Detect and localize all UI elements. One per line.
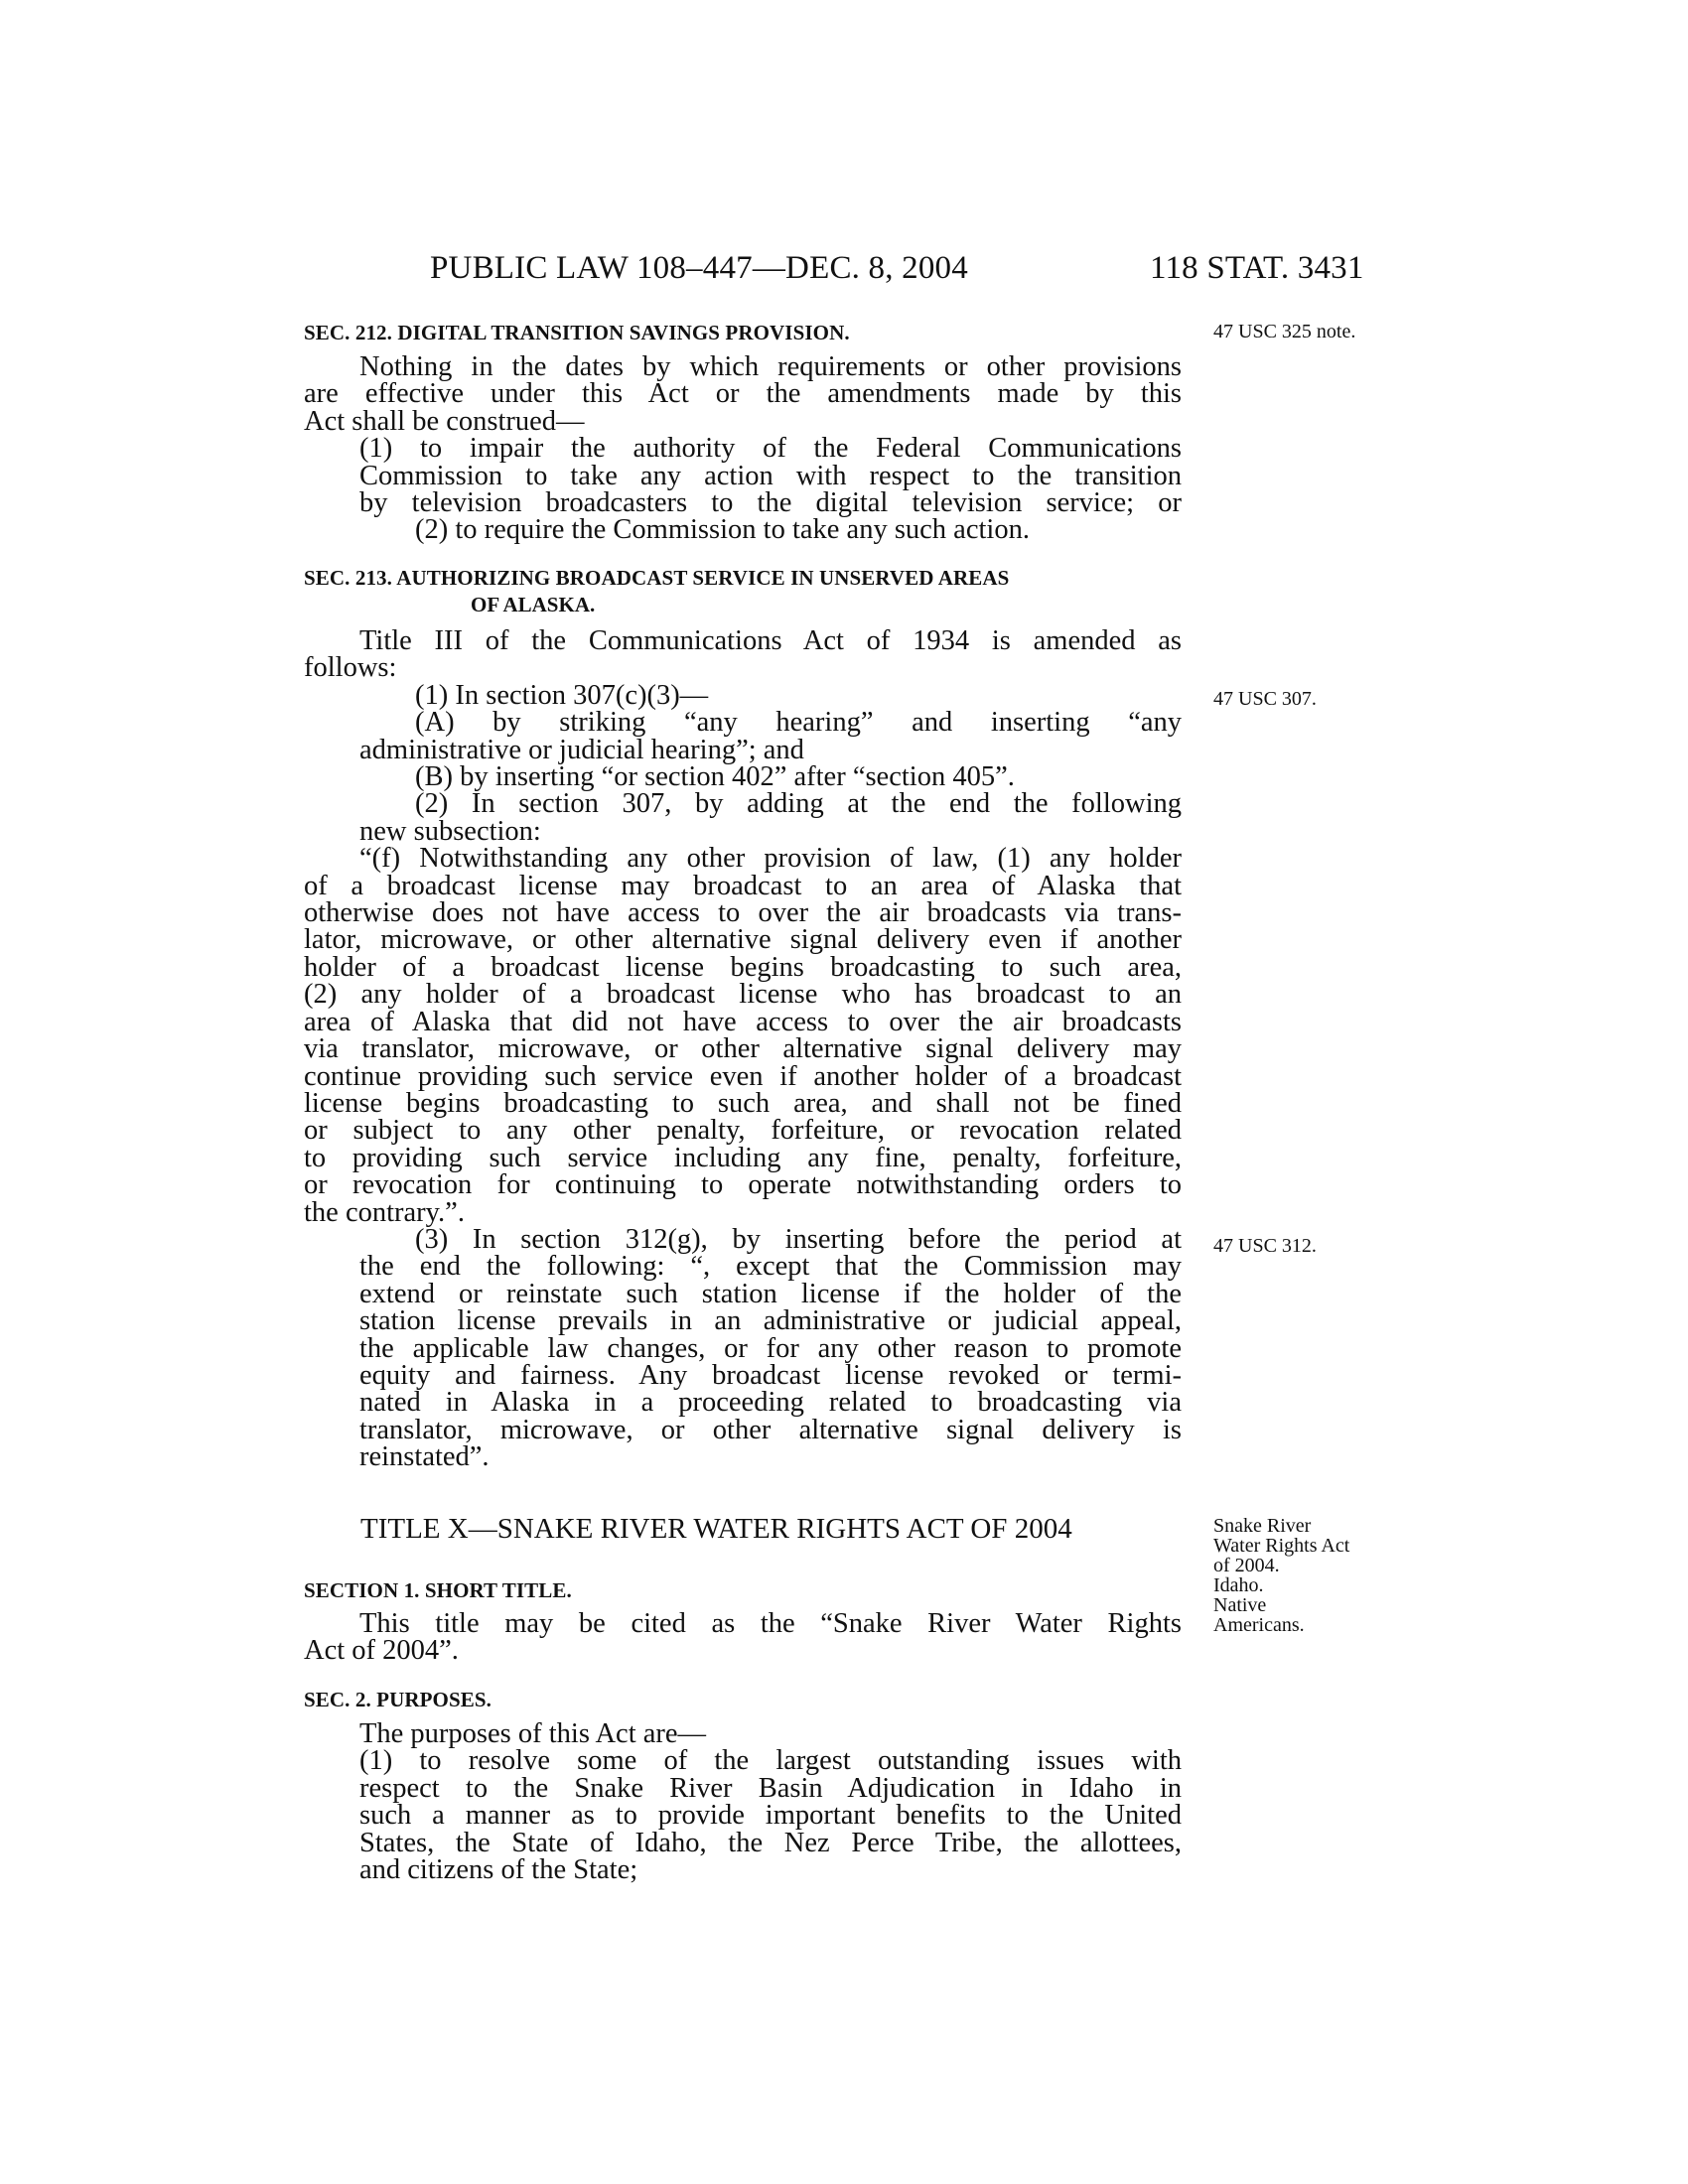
margin-note-line: Native <box>1213 1594 1267 1616</box>
text-line: lator, microwave, or other alternative signal delivery even if another <box>304 924 1182 956</box>
title-x-margin-notes <box>1213 1516 1349 1635</box>
text-line: to providing such service including any fine, penalty, forfeiture, <box>304 1142 1182 1173</box>
margin-note-line: Idaho. <box>1213 1574 1264 1596</box>
text-line: such a manner as to provide important benefits to the United <box>359 1800 1182 1832</box>
text-line: extend or reinstate such station license if the holder of the <box>359 1278 1182 1309</box>
text-line: of a broadcast license may broadcast to an area of Alaska that <box>304 870 1182 901</box>
margin-note-line: Americans. <box>1213 1614 1305 1636</box>
text-line: Commission to take any action with respect to the transition <box>359 460 1182 491</box>
margin-note-line: of 2004. <box>1213 1555 1280 1576</box>
sec-212-heading: SEC. 212. DIGITAL TRANSITION SAVINGS PROVISION. <box>304 321 850 344</box>
running-header-left: PUBLIC LAW 108–447—DEC. 8, 2004 <box>430 250 968 286</box>
text-line: (A) by striking “any hearing” and inserting “any <box>415 707 1182 739</box>
text-line: (1) In section 307(c)(3)— <box>415 679 709 711</box>
text-line: holder of a broadcast license begins broadcasting to such area, <box>304 951 1182 983</box>
sec-213-margin-note-312: 47 USC 312. <box>1213 1235 1317 1257</box>
section-1-body <box>304 1610 1182 1665</box>
text-line: are effective under this Act or the amendments made by this <box>304 378 1182 410</box>
text-line: follows: <box>304 652 397 684</box>
text-line: States, the State of Idaho, the Nez Perce Tribe, the allottees, <box>359 1827 1182 1858</box>
text-line: or revocation for continuing to operate notwithstanding orders to <box>304 1169 1182 1201</box>
text-line: the contrary.”. <box>304 1196 465 1228</box>
running-header-right: 118 STAT. 3431 <box>1150 250 1364 286</box>
sec-2-body <box>304 1718 1182 1886</box>
text-line: otherwise does not have access to over the air broadcasts via trans- <box>304 897 1182 929</box>
text-line: Act of 2004”. <box>304 1635 459 1667</box>
sec-213-margin-note-307: 47 USC 307. <box>1213 688 1317 710</box>
margin-note-line: Snake River <box>1213 1515 1312 1537</box>
text-line: station license prevails in an administrative or judicial appeal, <box>359 1305 1182 1337</box>
text-line: This title may be cited as the “Snake River Water Rights <box>359 1608 1182 1639</box>
text-line: (2) any holder of a broadcast license who has broadcast to an <box>304 979 1182 1011</box>
text-line: continue providing such service even if another holder of a broadcast <box>304 1060 1182 1092</box>
sec-213-body <box>304 627 1182 1471</box>
margin-note-line: Water Rights Act <box>1213 1535 1350 1557</box>
text-line: equity and fairness. Any broadcast license revoked or termi- <box>359 1359 1182 1391</box>
text-line: The purposes of this Act are— <box>359 1718 707 1749</box>
text-line: reinstated”. <box>359 1441 490 1473</box>
text-line: (3) In section 312(g), by inserting before the period at <box>415 1223 1182 1255</box>
text-line: area of Alaska that did not have access to over the air broadcasts <box>304 1006 1182 1037</box>
text-line: respect to the Snake River Basin Adjudication in Idaho in <box>359 1772 1182 1804</box>
text-line: via translator, microwave, or other alternative signal delivery may <box>304 1033 1182 1065</box>
sec-2-heading: SEC. 2. PURPOSES. <box>304 1688 492 1711</box>
text-line: Nothing in the dates by which requirements or other provisions <box>359 351 1182 382</box>
text-line: (2) to require the Commission to take any such action. <box>415 514 1030 546</box>
text-line: new subsection: <box>359 815 541 847</box>
section-1-heading: SECTION 1. SHORT TITLE. <box>304 1578 572 1602</box>
sec-213-heading-line2: OF ALASKA. <box>471 593 596 616</box>
text-line: or subject to any other penalty, forfeiture, or revocation related <box>304 1115 1182 1147</box>
title-x-heading: TITLE X—SNAKE RIVER WATER RIGHTS ACT OF 2004 <box>360 1513 1072 1545</box>
text-line: (2) In section 307, by adding at the end the following <box>415 788 1182 820</box>
text-line: nated in Alaska in a proceeding related to broadcasting via <box>359 1387 1182 1419</box>
text-line: the end the following: “, except that the Commission may <box>359 1251 1182 1283</box>
sec-212-body <box>304 353 1182 544</box>
text-line: (1) to impair the authority of the Federal Communications <box>359 433 1182 465</box>
text-line: administrative or judicial hearing”; and <box>359 734 804 765</box>
text-line: (1) to resolve some of the largest outstanding issues with <box>359 1745 1182 1777</box>
text-line: and citizens of the State; <box>359 1854 638 1886</box>
text-line: “(f) Notwithstanding any other provision of law, (1) any holder <box>359 843 1182 875</box>
text-line: translator, microwave, or other alternative signal delivery is <box>359 1414 1182 1445</box>
text-line: the applicable law changes, or for any other reason to promote <box>359 1332 1182 1364</box>
text-line: Title III of the Communications Act of 1934 is amended as <box>359 625 1182 656</box>
text-line: by television broadcasters to the digital television service; or <box>359 487 1182 519</box>
sec-213-heading-line1: SEC. 213. AUTHORIZING BROADCAST SERVICE IN UNSERVED AREAS <box>304 566 1010 590</box>
text-line: Act shall be construed— <box>304 405 585 437</box>
text-line: license begins broadcasting to such area, and shall not be fined <box>304 1087 1182 1119</box>
text-line: (B) by inserting “or section 402” after “section 405”. <box>415 761 1015 793</box>
sec-212-margin-note: 47 USC 325 note. <box>1213 321 1356 342</box>
